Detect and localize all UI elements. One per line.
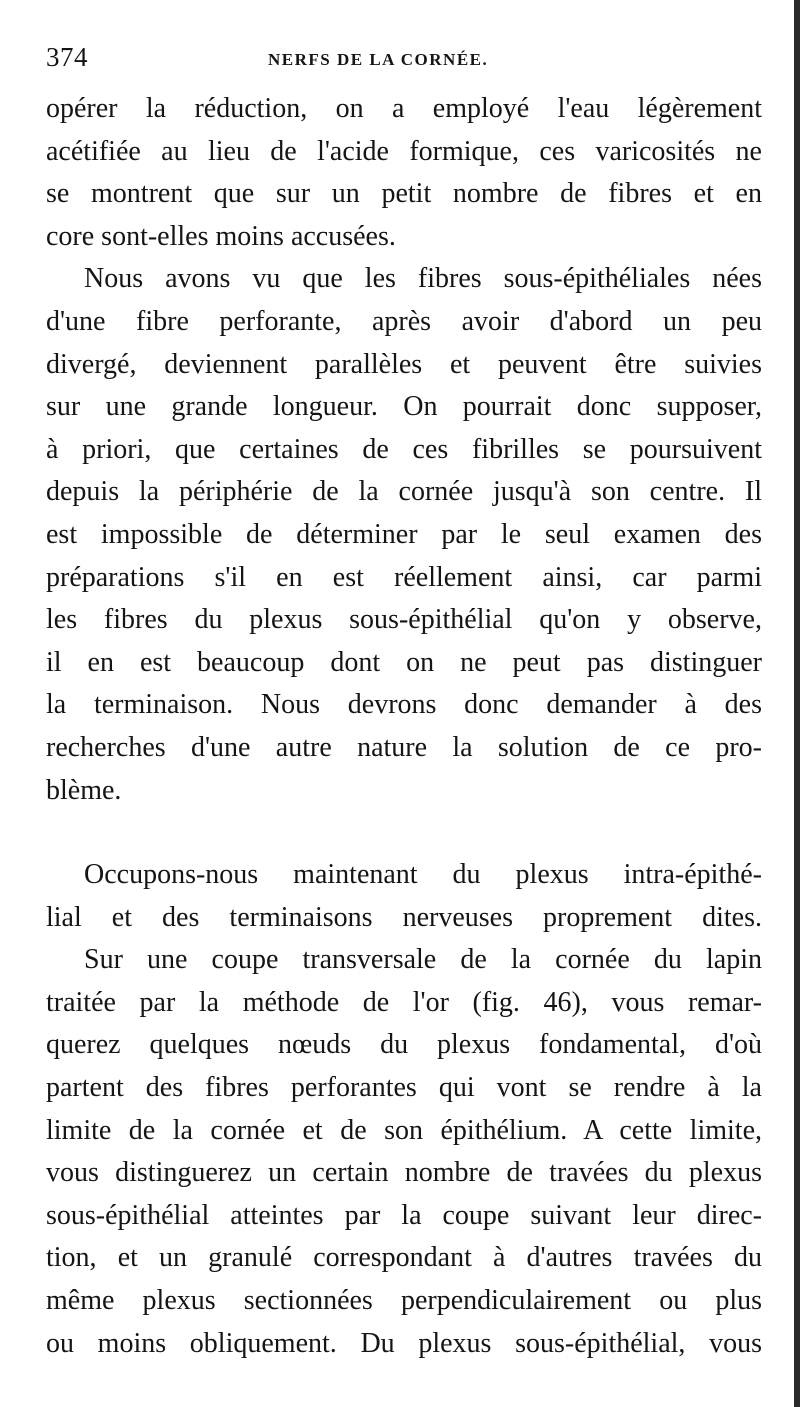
text-line: préparations s'il en est réellement ainsi, car parmi bbox=[46, 561, 762, 593]
text-line: blème. bbox=[46, 774, 122, 806]
text-line: sur une grande longueur. On pourrait donc supposer, bbox=[46, 391, 762, 423]
text-line: depuis la périphérie de la cornée jusqu'à son centre. Il bbox=[46, 476, 762, 508]
text-line: traitée par la méthode de l'or (fig. 46), vous remar- bbox=[46, 986, 762, 1018]
text-line: querez quelques nœuds du plexus fondamental, d'où bbox=[46, 1029, 762, 1061]
text-line: partent des fibres perforantes qui vont se rendre à la bbox=[46, 1072, 762, 1104]
text-line: est impossible de déterminer par le seul examen des bbox=[46, 518, 762, 550]
text-line: opérer la réduction, on a employé l'eau légèrement bbox=[46, 93, 762, 124]
text-line: limite de la cornée et de son épithélium. A cette limite, bbox=[46, 1114, 762, 1146]
text-line: tion, et un granulé correspondant à d'autres travées du bbox=[46, 1242, 762, 1274]
text-line: Nous avons vu que les fibres sous-épithéliales nées bbox=[84, 263, 762, 295]
text-line: la terminaison. Nous devrons donc demander à des bbox=[46, 689, 762, 721]
text-line: Sur une coupe transversale de la cornée du lapin bbox=[84, 944, 762, 976]
text-line: même plexus sectionnées perpendiculairement ou plus bbox=[46, 1285, 762, 1317]
text-line: acétifiée au lieu de l'acide formique, ces varicosités ne bbox=[46, 135, 762, 167]
page-header bbox=[46, 42, 748, 82]
text-line: ou moins obliquement. Du plexus sous-épithélial, vous bbox=[46, 1327, 762, 1359]
text-line: recherches d'une autre nature la solution de ce pro- bbox=[46, 731, 762, 763]
running-title: NERFS DE LA CORNÉE. bbox=[268, 50, 489, 69]
text-line: vous distinguerez un certain nombre de travées du plexus bbox=[46, 1157, 762, 1189]
text-line: divergé, deviennent parallèles et peuvent être suivies bbox=[46, 348, 762, 380]
text-line: d'une fibre perforante, après avoir d'abord un peu bbox=[46, 305, 762, 337]
text-line: Occupons-nous maintenant du plexus intra-épithé- bbox=[84, 859, 762, 891]
text-line: les fibres du plexus sous-épithélial qu'on y observe, bbox=[46, 604, 762, 636]
text-line: lial et des terminaisons nerveuses proprement dites. bbox=[46, 901, 762, 933]
text-line: se montrent que sur un petit nombre de fibres et en bbox=[46, 178, 762, 210]
page-number: 374 bbox=[46, 42, 88, 72]
paragraph-gap bbox=[46, 812, 762, 854]
body-text bbox=[46, 88, 762, 1365]
text-line: à priori, que certaines de ces fibrilles se poursuivent bbox=[46, 433, 762, 465]
text-line: il en est beaucoup dont on ne peut pas distinguer bbox=[46, 646, 762, 678]
text-line: core sont-elles moins accusées. bbox=[46, 220, 396, 252]
text-line: sous-épithélial atteintes par la coupe suivant leur direc- bbox=[46, 1199, 762, 1231]
